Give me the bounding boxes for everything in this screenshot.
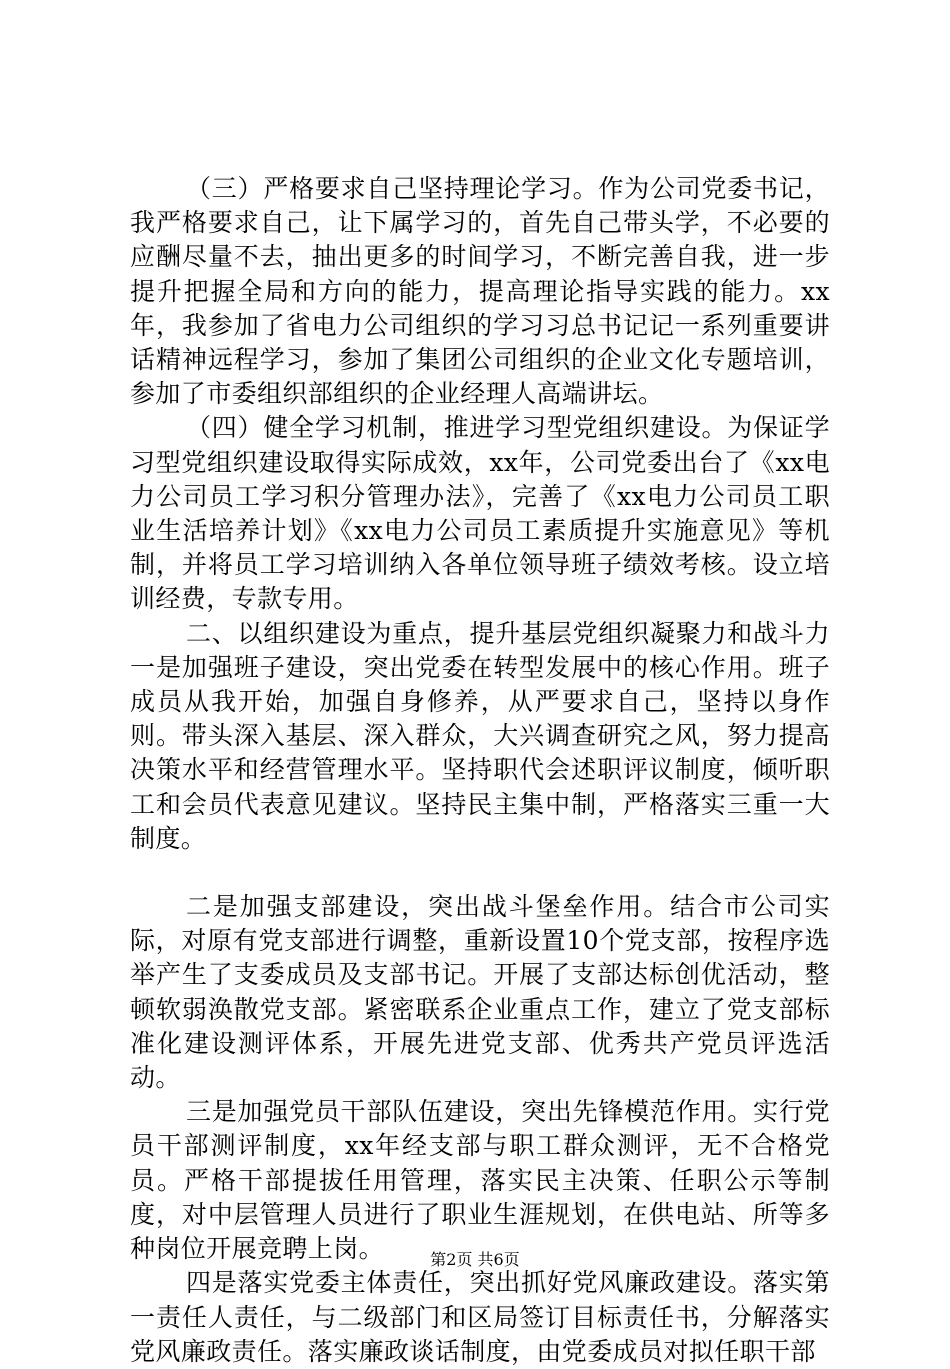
paragraph-organization-building: 二、以组织建设为重点，提升基层党组织凝聚力和战斗力一是加强班子建设，突出党委在转型发展中的核心作用。班子成员从我开始，加强自身修养，从严要求自己，坚持以身作则。带头深入基层、深入群众，大兴调查研究之风，努力提高决策水平和经营管理水平。坚持职代会述职评议制度，倾听职工和会员代表意见建议。坚持民主集中制，严格落实三重一大制度。: [130, 618, 830, 853]
paragraph-gap: [130, 856, 830, 890]
paragraph-branch-building: 二是加强支部建设，突出战斗堡垒作用。结合市公司实际，对原有党支部进行调整，重新设置10个党支部，按程序选举产生了支委成员及支部书记。开展了支部达标创优活动，整顿软弱涣散党支部。紧密联系企业重点工作，建立了党支部标准化建设测评体系，开展先进党支部、优秀共产党员评选活动。: [130, 892, 830, 1093]
paragraph-cadre-team: 三是加强党员干部队伍建设，突出先锋模范作用。实行党员干部测评制度，xx年经支部与职工群众测评，无不合格党员。严格干部提拔任用管理，落实民主决策、任职公示等制度，对中层管理人员进行了职业生涯规划，在供电站、所等多种岗位开展竞聘上岗。: [130, 1097, 830, 1264]
page-number-footer: 第2页 共6页: [430, 1250, 520, 1269]
paragraph-theory-study: （三）严格要求自己坚持理论学习。作为公司党委书记，我严格要求自己，让下属学习的，首先自己带头学，不必要的应酬尽量不去，抽出更多的时间学习，不断完善自我，进一步提升把握全局和方向的能力，提高理论指导实践的能力。xx年，我参加了省电力公司组织的学习习总书记记一系列重要讲话精神远程学习，参加了集团公司组织的企业文化专题培训，参加了市委组织部组织的企业经理人高端讲坛。: [130, 174, 830, 409]
paragraph-learning-mechanism: （四）健全学习机制，推进学习型党组织建设。为保证学习型党组织建设取得实际成效，xx年，公司党委出台了《xx电力公司员工学习积分管理办法》，完善了《xx电力公司员工职业生活培养计划》《xx电力公司员工素质提升实施意见》等机制，并将员工学习培训纳入各单位领导班子绩效考核。设立培训经费，专款专用。: [130, 413, 830, 614]
document-body: [130, 172, 830, 1369]
paragraph-party-discipline: 四是落实党委主体责任，突出抓好党风廉政建设。落实第一责任人责任，与二级部门和区局签订目标责任书，分解落实党风廉政责任。落实廉政谈话制度，由党委成员对拟任职干部: [130, 1268, 830, 1366]
